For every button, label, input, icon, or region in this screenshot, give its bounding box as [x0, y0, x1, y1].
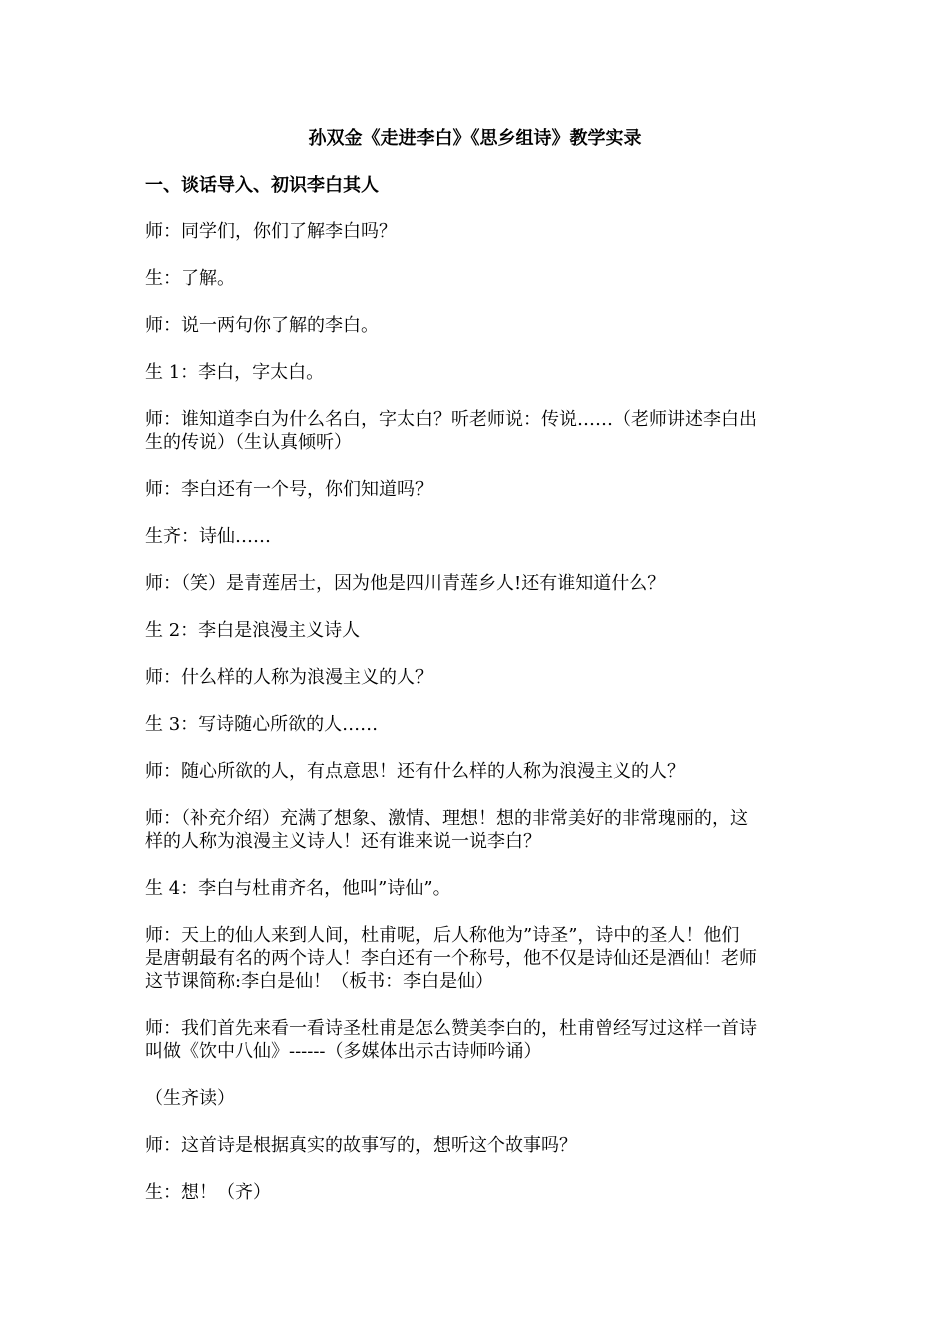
document-title: 孙双金《走进李白》《思乡组诗》教学实录: [308, 128, 642, 149]
paragraph-line: 生：想！（齐）: [145, 1182, 271, 1203]
dialogue-paragraph: [145, 1181, 805, 1204]
paragraph-line: 师：同学们，你们了解李白吗？: [145, 221, 397, 242]
dialogue-paragraph: [145, 713, 805, 736]
dialogue-paragraph: [145, 807, 805, 853]
dialogue-paragraph: [145, 525, 805, 548]
dialogue-paragraph: [145, 408, 805, 454]
paragraph-line: 生的传说）（生认真倾听）: [145, 432, 352, 453]
paragraph-line: 生 2：李白是浪漫主义诗人: [145, 620, 361, 641]
paragraph-line: 生：了解。: [145, 268, 235, 289]
dialogue-paragraph: [145, 924, 805, 993]
dialogue-paragraph: [145, 760, 805, 783]
paragraph-line: 生齐：诗仙……: [145, 526, 271, 547]
paragraph-line: 师：天上的仙人来到人间，杜甫呢，后人称他为”诗圣”，诗中的圣人！他们: [145, 925, 740, 946]
paragraph-line: 师：我们首先来看一看诗圣杜甫是怎么赞美李白的，杜甫曾经写过这样一首诗: [145, 1018, 757, 1039]
paragraph-line: （生齐读）: [145, 1088, 235, 1109]
dialogue-paragraph: [145, 267, 805, 290]
paragraph-line: 师：（补充介绍）充满了想象、激情、理想！想的非常美好的非常瑰丽的，这: [145, 808, 748, 829]
dialogue-paragraph: [145, 478, 805, 501]
paragraph-line: 师：谁知道李白为什么名白，字太白？听老师说：传说……（老师讲述李白出: [145, 409, 757, 430]
dialogue-paragraph: [145, 1087, 805, 1110]
dialogue-paragraph: [145, 361, 805, 384]
paragraph-line: 样的人称为浪漫主义诗人！还有谁来说一说李白？: [145, 831, 541, 852]
paragraph-line: 师：这首诗是根据真实的故事写的，想听这个故事吗？: [145, 1135, 577, 1156]
paragraph-line: 生 3：写诗随心所欲的人……: [145, 714, 379, 735]
dialogue-paragraph: [145, 314, 805, 337]
paragraph-line: 师：随心所欲的人，有点意思！还有什么样的人称为浪漫主义的人？: [145, 761, 685, 782]
dialogue-paragraph: [145, 877, 805, 900]
dialogue-paragraph: [145, 1134, 805, 1157]
paragraph-line: 师：（笑）是青莲居士，因为他是四川青莲乡人!还有谁知道什么？: [145, 573, 666, 594]
paragraph-line: 师：什么样的人称为浪漫主义的人？: [145, 667, 433, 688]
paragraph-line: 师：李白还有一个号，你们知道吗？: [145, 479, 433, 500]
dialogue-paragraph: [145, 220, 805, 243]
paragraph-line: 叫做《饮中八仙》------（多媒体出示古诗师吟诵）: [145, 1041, 542, 1062]
dialogue-paragraph: [145, 572, 805, 595]
section-heading: 一、谈话导入、初识李白其人: [145, 175, 379, 196]
document-body: [145, 220, 805, 1228]
paragraph-line: 生 4：李白与杜甫齐名，他叫”诗仙”。: [145, 878, 451, 899]
dialogue-paragraph: [145, 1017, 805, 1063]
paragraph-line: 师：说一两句你了解的李白。: [145, 315, 379, 336]
dialogue-paragraph: [145, 619, 805, 642]
dialogue-paragraph: [145, 666, 805, 689]
paragraph-line: 是唐朝最有名的两个诗人！李白还有一个称号，他不仅是诗仙还是酒仙！老师: [145, 948, 757, 969]
paragraph-line: 这节课简称:李白是仙！（板书：李白是仙）: [145, 971, 494, 992]
paragraph-line: 生 1：李白，字太白。: [145, 362, 325, 383]
